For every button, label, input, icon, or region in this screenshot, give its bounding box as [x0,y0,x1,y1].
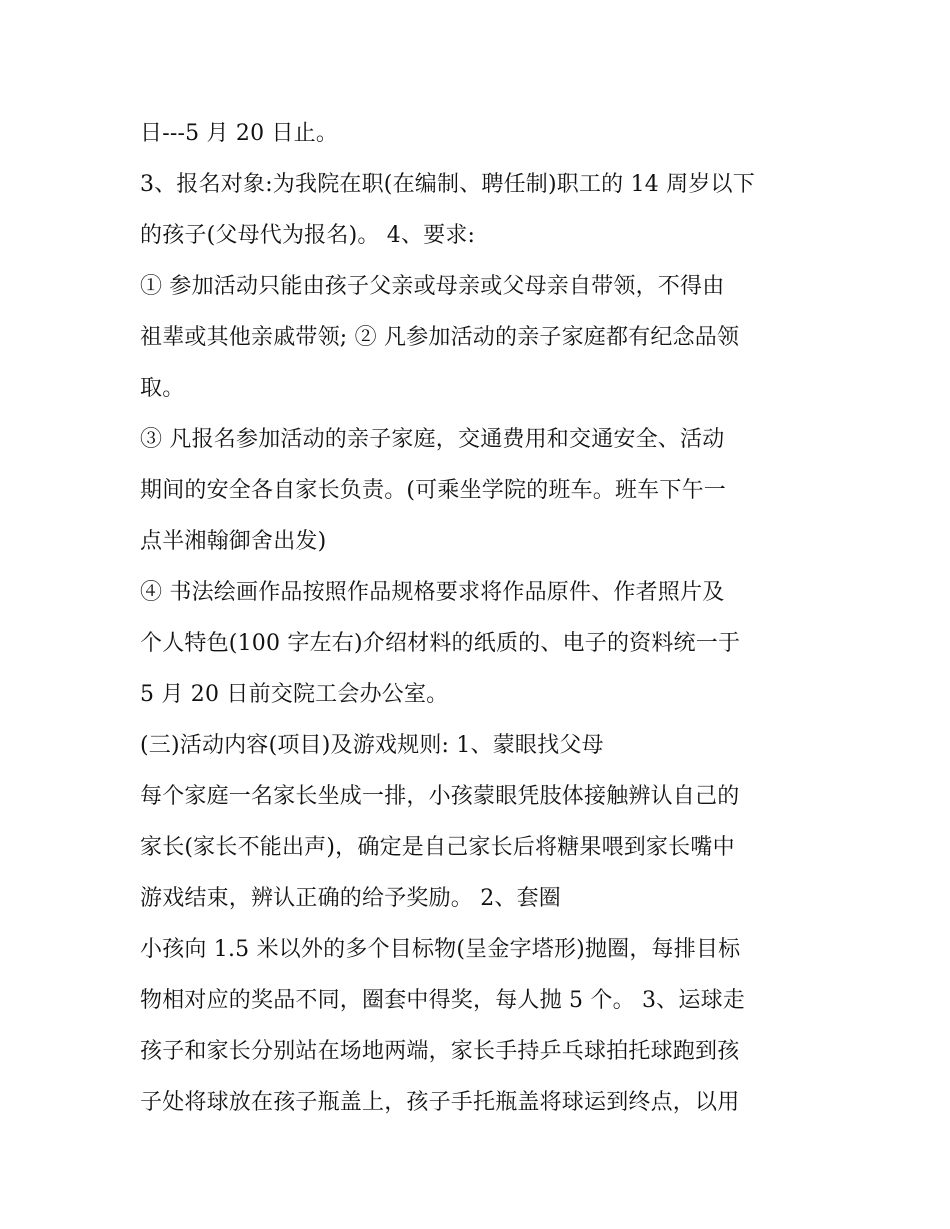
text-line: 取。 [140,376,185,401]
text-line: 3、报名对象:为我院在职(在编制、聘任制)职工的 14 周岁以下 [140,172,755,197]
text-line: 子处将球放在孩子瓶盖上，孩子手托瓶盖将球运到终点，以用 [140,1090,740,1115]
text-line: 每个家庭一名家长坐成一排，小孩蒙眼凭肢体接触辨认自己的 [140,784,740,809]
text-line: 的孩子(父母代为报名)。 4、要求: [140,223,476,248]
text-line: 个人特色(100 字左右)介绍材料的纸质的、电子的资料统一于 [140,631,741,656]
text-line: 5 月 20 日前交院工会办公室。 [140,682,449,707]
text-line: 孩子和家长分别站在场地两端，家长手持乒乓球拍托球跑到孩 [140,1039,740,1064]
text-line: 家长(家长不能出声)，确定是自己家长后将糖果喂到家长嘴中 [140,835,735,860]
text-line: 点半湘翰御舍出发) [140,529,327,554]
text-line: ④ 书法绘画作品按照作品规格要求将作品原件、作者照片及 [140,580,725,605]
text-line: ① 参加活动只能由孩子父亲或母亲或父母亲自带领，不得由 [140,274,725,299]
document-body [140,108,820,1128]
text-line: 期间的安全各自家长负责。(可乘坐学院的班车。班车下午一 [140,478,726,503]
text-line: 祖辈或其他亲戚带领; ② 凡参加活动的亲子家庭都有纪念品领 [140,325,740,350]
text-line: 游戏结束，辨认正确的给予奖励。 2、套圈 [140,886,561,911]
text-line: 小孩向 1.5 米以外的多个目标物(呈金字塔形)抛圈，每排目标 [140,937,741,962]
text-line: (三)活动内容(项目)及游戏规则: 1、蒙眼找父母 [140,733,604,758]
text-line: ③ 凡报名参加活动的亲子家庭，交通费用和交通安全、活动 [140,427,725,452]
text-line: 物相对应的奖品不同，圈套中得奖，每人抛 5 个。 3、运球走 [140,988,745,1013]
text-line: 日---5 月 20 日止。 [140,121,339,146]
